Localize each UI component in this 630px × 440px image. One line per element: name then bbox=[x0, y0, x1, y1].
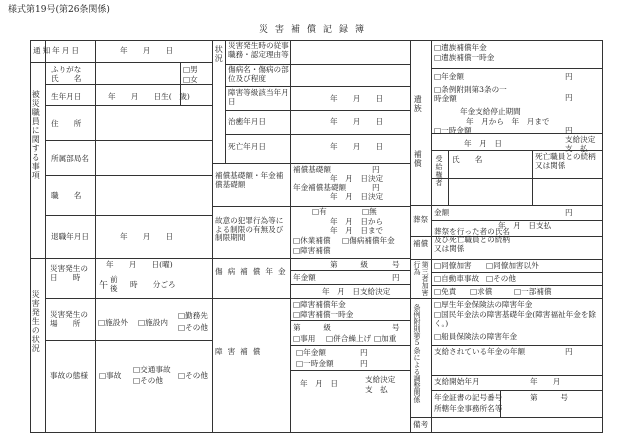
sick-yen: 円 bbox=[392, 273, 400, 282]
female-checkbox[interactable]: □女 bbox=[183, 75, 198, 84]
form-title: 災害補償記録簿 bbox=[258, 25, 371, 35]
same-add-checkbox[interactable]: □同僚加害 bbox=[434, 261, 472, 270]
birth-date-label: 生年月日 bbox=[51, 92, 82, 101]
other-third-checkbox[interactable]: □その他 bbox=[486, 274, 516, 283]
base-amount: 補償基礎額 bbox=[293, 165, 331, 174]
status-label: 状況 bbox=[214, 45, 224, 63]
other-place-checkbox[interactable]: □その他 bbox=[178, 323, 208, 332]
office-label: 所轄年金事務所名等 bbox=[434, 404, 503, 413]
dis-decided: 支給決定 bbox=[365, 375, 396, 384]
disability-date-value: 年 月 日 bbox=[330, 94, 384, 103]
department-label: 所属部局名 bbox=[51, 154, 89, 163]
birth-date-value: 年 月 日生( 歳) bbox=[108, 92, 190, 101]
restriction-from: 年 月 日から bbox=[330, 217, 384, 226]
dis-date: 年 月 日 bbox=[300, 379, 338, 388]
surv-pension-checkbox[interactable]: □遺族補償年金 bbox=[434, 43, 487, 52]
restriction-to: 年 月 日まで bbox=[330, 226, 384, 235]
surv-decided: 支給決定 bbox=[565, 135, 596, 144]
leave-checkbox[interactable]: □休業補償 bbox=[293, 236, 331, 245]
sick-go: 号 bbox=[392, 260, 400, 269]
sick-decided: 年 月 日支給決定 bbox=[322, 287, 391, 296]
relation-label: 死亡職員との続柄又は関係 bbox=[535, 152, 596, 170]
accident-checkbox[interactable]: □事故 bbox=[99, 371, 122, 380]
paid-pension-label: 支給されている年金の年額 bbox=[434, 347, 526, 356]
supplement-checkbox[interactable]: □事用 bbox=[293, 334, 316, 343]
reverse-checkbox[interactable]: □併合繰上げ bbox=[326, 334, 372, 343]
pension-amount-checkbox-r[interactable]: □年金額 bbox=[434, 72, 464, 81]
address-label: 住 所 bbox=[51, 119, 82, 128]
dis-paid: 支 払 bbox=[365, 385, 388, 394]
pension-yen: 円 bbox=[372, 183, 380, 192]
other-checkbox[interactable]: □その他 bbox=[178, 371, 208, 380]
national-checkbox[interactable]: □国民年金法の障害基礎年金(障害福祉年金を除く。) bbox=[434, 310, 597, 328]
base-decided: 年 月 日決定 bbox=[330, 174, 384, 183]
disability-comp-label: 障害補償 bbox=[215, 347, 266, 356]
surv-lump-checkbox[interactable]: □遺族補償一時金 bbox=[434, 53, 495, 62]
pension-base: 年金補償基礎額 bbox=[293, 183, 347, 192]
pension-decided: 年 月 日決定 bbox=[330, 192, 384, 201]
comp-label-2: 補償 bbox=[413, 239, 429, 248]
hour-min: 時 分ごろ bbox=[130, 280, 176, 289]
position-label: 職 名 bbox=[51, 191, 82, 200]
disaster-section-label: 災害発生の状況 bbox=[31, 290, 41, 353]
lump-yen-r: 円 bbox=[565, 126, 573, 135]
cure-date-value: 年 月 日 bbox=[330, 117, 384, 126]
restriction-label: 故意の犯罪行為等による制限の有無及び制限期間 bbox=[215, 216, 284, 243]
inside-checkbox[interactable]: □施設内 bbox=[138, 318, 168, 327]
art3-yen: 円 bbox=[565, 93, 573, 102]
pension-yen-r: 円 bbox=[565, 72, 573, 81]
surv-date: 年 月 日 bbox=[464, 139, 502, 148]
survivor-label: 遺族 bbox=[413, 95, 423, 113]
third-party-label: 第三者加害行為 bbox=[413, 261, 430, 296]
place-label: 災害発生の場 所 bbox=[50, 310, 88, 328]
stop-period-value: 年 月から 年 月まで bbox=[466, 117, 550, 126]
furigana-label: ふりがな bbox=[51, 65, 82, 74]
occurrence-day: 年 月 日(曜) bbox=[106, 260, 173, 269]
sick-grade: 第 級 bbox=[330, 260, 368, 269]
sick-annual: 年金額 bbox=[293, 273, 316, 282]
cure-date-label: 治癒年月日 bbox=[228, 117, 266, 126]
funeral-yen: 円 bbox=[565, 208, 573, 217]
sick-comp-label: 傷病補償年金 bbox=[215, 267, 291, 276]
injury-label: 傷病名・傷病の部位及び程度 bbox=[228, 65, 289, 83]
base-amount-label: 補償基礎額・年金補償基礎額 bbox=[215, 171, 284, 189]
exempt-checkbox[interactable]: □免責 bbox=[434, 287, 457, 296]
cert-no-value: 第 号 bbox=[530, 393, 568, 402]
art3-checkbox[interactable]: □条例附則第3条の一時金額 bbox=[434, 85, 507, 103]
victim-section-label: 被災職員に関する事項 bbox=[31, 90, 41, 180]
restriction-no[interactable]: □無 bbox=[362, 207, 377, 216]
cert-no-label: 年金証書の記号番号 bbox=[434, 393, 503, 402]
dis-go: 号 bbox=[392, 323, 400, 332]
adjust-label: 条例附則第5条による調整関係 bbox=[413, 304, 422, 403]
death-date-label: 死亡年月日 bbox=[228, 142, 266, 151]
traffic-checkbox[interactable]: □交通事故 bbox=[133, 365, 171, 374]
recipient-label: 受給権者 bbox=[435, 155, 444, 187]
start-value: 年 月 bbox=[530, 377, 561, 386]
base-yen: 円 bbox=[372, 165, 380, 174]
notice-date-label: 通知年月日 bbox=[33, 46, 81, 55]
injury-pension-checkbox[interactable]: □傷病補償年金 bbox=[342, 236, 395, 245]
welfare-checkbox[interactable]: □厚生年金保険法の障害年金 bbox=[434, 300, 533, 309]
restriction-yes[interactable]: □有 bbox=[312, 207, 327, 216]
am-label: 午 bbox=[99, 281, 109, 291]
stop-period-label: 年金支給停止期間 bbox=[460, 107, 521, 116]
dis-grade-label: 第 級 bbox=[293, 323, 331, 332]
accident-mode-label: 事故の態様 bbox=[50, 371, 88, 380]
dis-pension-checkbox[interactable]: □障害補償年金 bbox=[293, 300, 346, 309]
outside-checkbox[interactable]: □施設外 bbox=[98, 318, 128, 327]
outside-add-checkbox[interactable]: □同僚加害以外 bbox=[486, 261, 539, 270]
notice-date-value: 年 月 日 bbox=[120, 46, 174, 55]
paid-pension-yen: 円 bbox=[565, 347, 573, 356]
partial-checkbox[interactable]: □一部補償 bbox=[514, 287, 552, 296]
retire-date-label: 退職年月日 bbox=[51, 232, 89, 241]
comp-label: 補償 bbox=[413, 150, 423, 168]
disability-grade-label: 障害等級該当年月日 bbox=[228, 88, 289, 106]
ship-checkbox[interactable]: □船員保険法の障害年金 bbox=[434, 332, 518, 341]
funeral-pay: 年 月 日支払 bbox=[498, 221, 552, 230]
retire-date-value: 年 月 日 bbox=[120, 232, 174, 241]
male-checkbox[interactable]: □男 bbox=[183, 65, 198, 74]
lump-amount-checkbox-r[interactable]: □一時金額 bbox=[434, 126, 472, 135]
death-date-value: 年 月 日 bbox=[330, 142, 384, 151]
funeral-label: 葬祭 bbox=[413, 215, 429, 224]
start-label: 支給開始年月 bbox=[434, 377, 480, 386]
remarks-label: 備考 bbox=[413, 420, 429, 429]
disability-checkbox[interactable]: □障害補償 bbox=[293, 246, 331, 255]
name-label: 氏 名 bbox=[51, 74, 82, 83]
workplace-checkbox[interactable]: □勤務先 bbox=[178, 311, 208, 320]
surv-paid: 支 払 bbox=[565, 144, 588, 153]
pension-amount-yen: 円 bbox=[360, 348, 368, 357]
form-number: 様式第19号(第26条関係) bbox=[8, 5, 110, 15]
duty-cert-label: 災害発生時の従事職務・認定理由等 bbox=[228, 41, 289, 59]
occurrence-date-label: 災害発生の日 時 bbox=[50, 264, 88, 282]
other-accident-checkbox[interactable]: □その他 bbox=[133, 376, 163, 385]
pension-amount-checkbox[interactable]: □年金額 bbox=[296, 348, 326, 357]
add-checkbox[interactable]: □加重 bbox=[374, 334, 397, 343]
funeral-amount-label: 金額 bbox=[434, 208, 450, 217]
lump-amount-yen: 円 bbox=[360, 359, 368, 368]
car-checkbox[interactable]: □自動車事故 bbox=[434, 274, 480, 283]
dis-lump-checkbox[interactable]: □障害補償一時金 bbox=[293, 310, 354, 319]
lump-amount-checkbox[interactable]: □一時金額 bbox=[296, 359, 334, 368]
claim-checkbox[interactable]: □求償 bbox=[470, 287, 493, 296]
funeral-held-label: 葬祭を行った者の氏名及び死亡職員との続柄又は関係 bbox=[434, 227, 510, 253]
am-pm-label: 前 後 bbox=[110, 275, 118, 293]
recipient-name-label: 氏 名 bbox=[452, 155, 483, 164]
